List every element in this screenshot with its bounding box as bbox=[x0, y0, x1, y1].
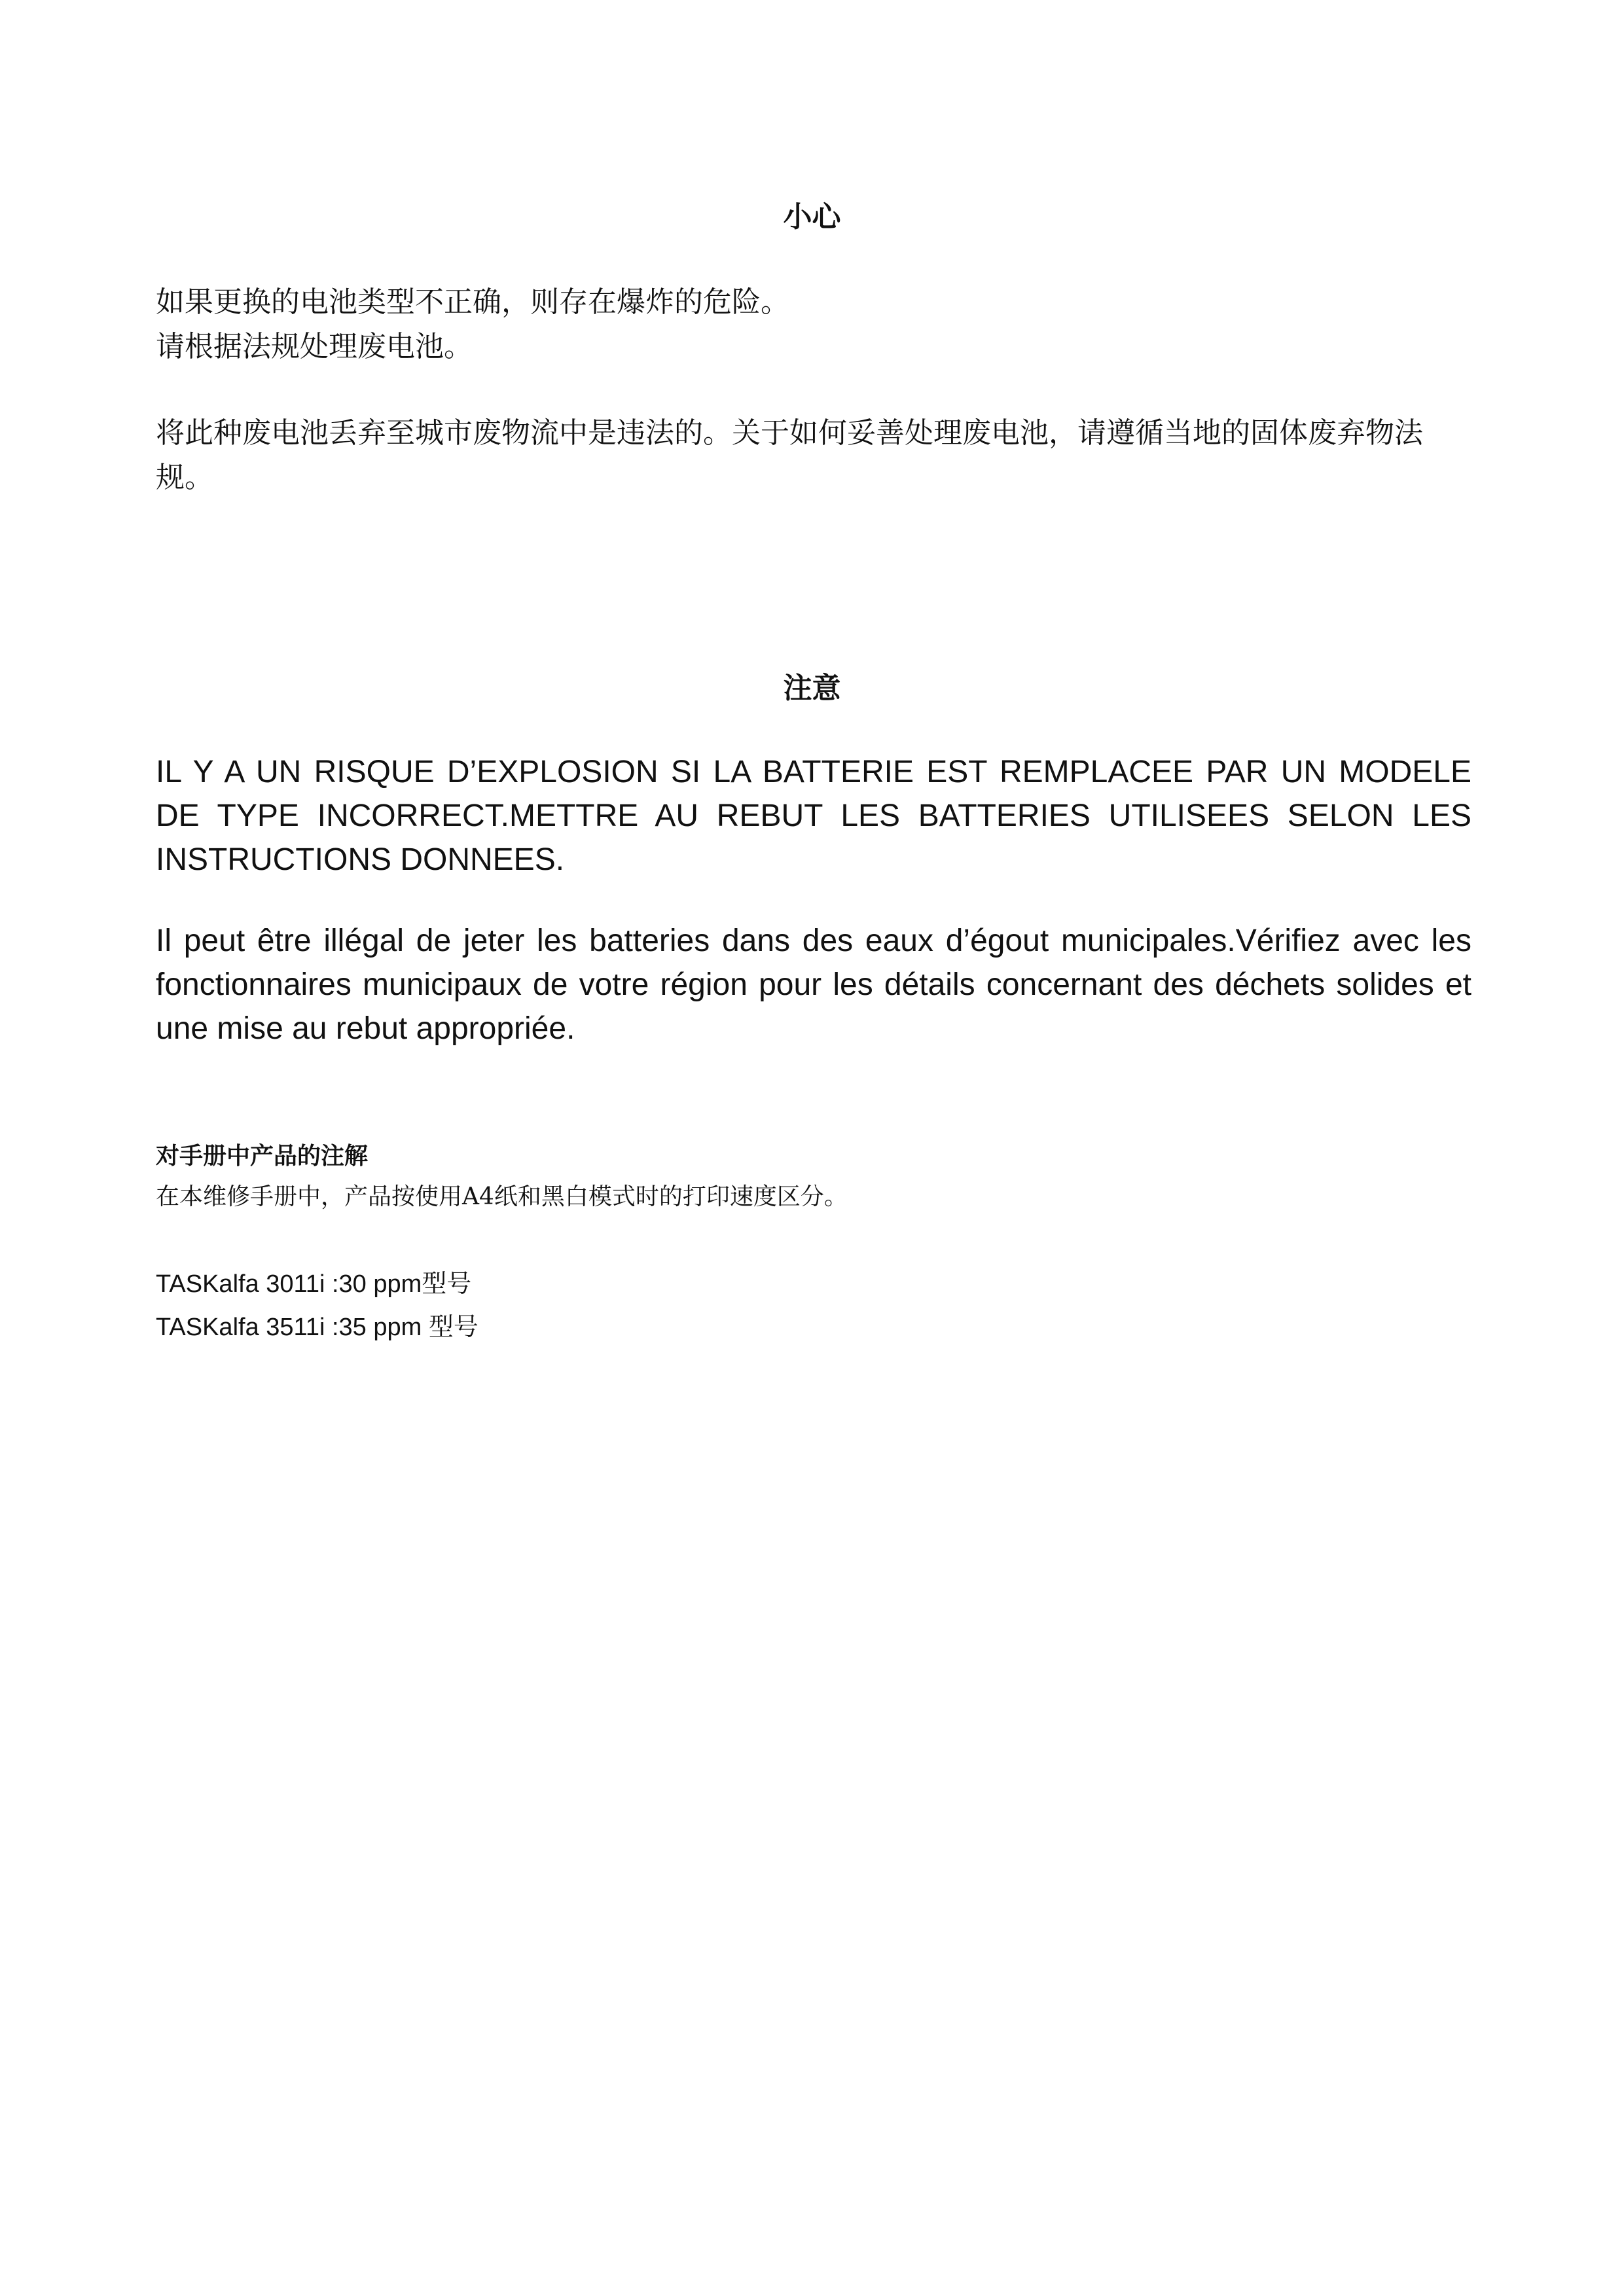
disposal-text-fr bbox=[156, 919, 1471, 1050]
caution-text-cn bbox=[156, 280, 1471, 369]
caution-heading-fr: 注意 bbox=[783, 672, 841, 705]
caution-heading-cn: 小心 bbox=[783, 200, 841, 234]
explosion-warning-fr: IL Y A UN RISQUE D’EXPLOSION SI LA BATTERIE EST REMPLACEE PAR UN MODELE DE TYPE INCORRECT.METTRE AU REBUT LES BATTERIES UTILISEES SELON LES INSTRUCTIONS DONNEES. bbox=[156, 755, 1471, 877]
model-line-2: TASKalfa 3511i :35 ppm 型号 bbox=[156, 1314, 478, 1341]
disposal-paragraph-fr: Il peut être illégal de jeter les batteries dans des eaux d’égout municipales.Vérifiez avec les fonctionnaires municipaux de votre région pour les détails concernant des déchets solides et une mise au rebut appropriée. bbox=[156, 924, 1471, 1046]
caution-line-2: 请根据法规处理废电池。 bbox=[156, 330, 473, 363]
disposal-text-cn bbox=[156, 411, 1471, 500]
product-note-text: 在本维修手册中，产品按使用A4纸和黑白模式时的打印速度区分。 bbox=[156, 1183, 848, 1210]
caution-line-1: 如果更换的电池类型不正确，则存在爆炸的危险。 bbox=[156, 285, 789, 319]
caution-text-fr bbox=[156, 750, 1471, 882]
disposal-paragraph-cn: 将此种废电池丢弃至城市废物流中是违法的。关于如何妥善处理废电池，请遵循当地的固体废弃物法规。 bbox=[156, 416, 1423, 494]
product-note-title: 对手册中产品的注解 bbox=[156, 1143, 369, 1170]
model-line-1: TASKalfa 3011i :30 ppm型号 bbox=[156, 1270, 472, 1298]
